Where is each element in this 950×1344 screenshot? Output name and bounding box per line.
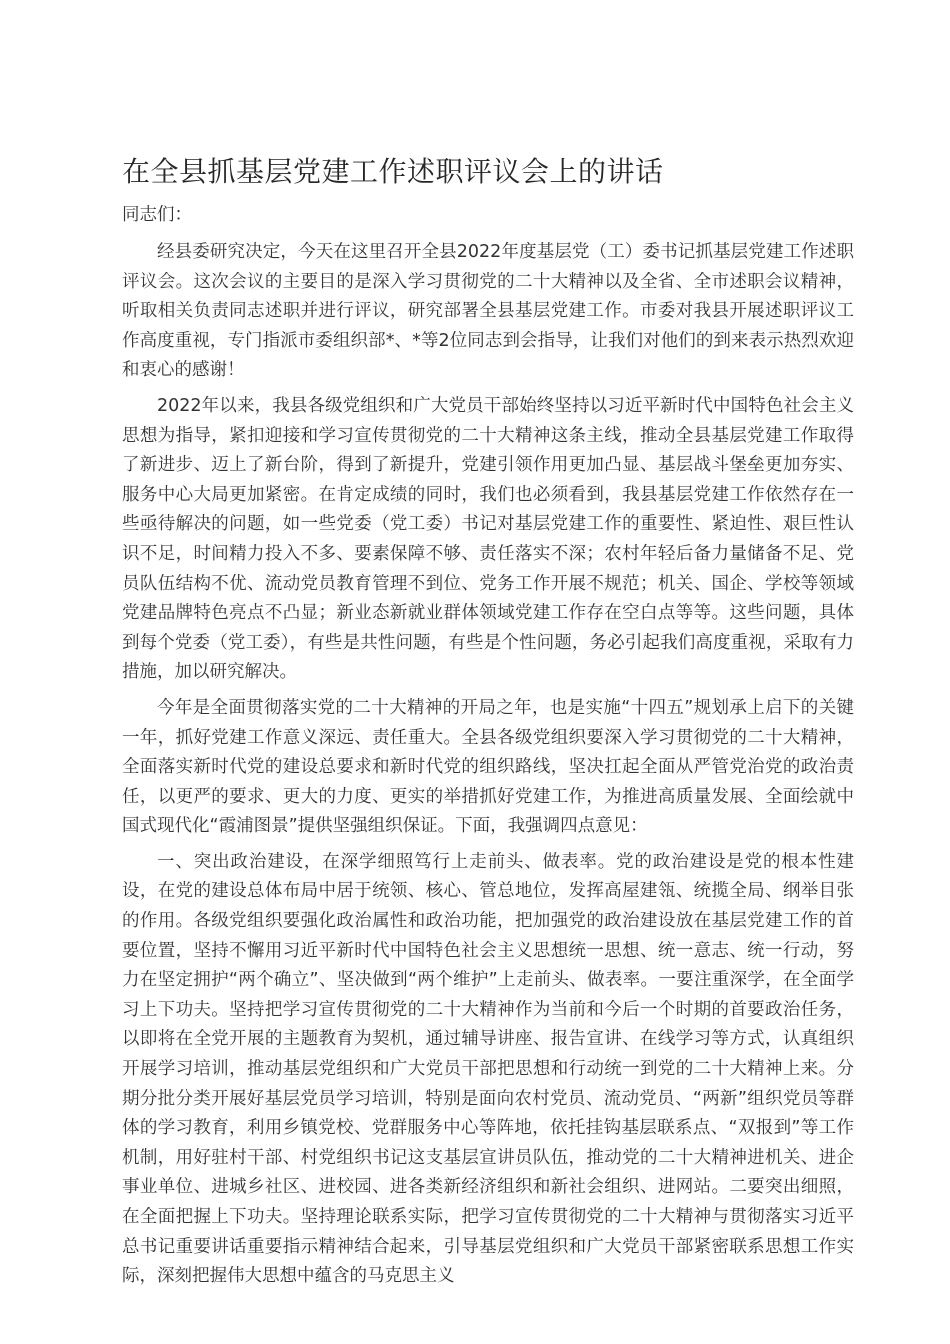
document-title: 在全县抓基层党建工作述职评议会上的讲话 bbox=[122, 155, 664, 188]
paragraph-achievements-problems: 2022年以来，我县各级党组织和广大党员干部始终坚持以习近平新时代中国特色社会主义思想为指导，紧扣迎接和学习宣传贯彻党的二十大精神这条主线，推动全县基层党建工作取得了新进步、迈上了新台阶，得到了新提升，党建引领作用更加凸显、基层战斗堡垒更加夯实、服务中心大局更加紧密。在肯定成绩的同时，我们也必须看到，我县基层党建工作依然存在一些亟待解决的问题，如一些党委（党工委）书记对基层党建工作的重要性、紧迫性、艰巨性认识不足，时间精力投入不多、要素保障不够、责任落实不深；农村年轻后备力量储备不足、党员队伍结构不优、流动党员教育管理不到位、党务工作开展不规范；机关、国企、学校等领域党建品牌特色亮点不凸显；新业态新就业群体领域党建工作存在空白点等等。这些问题，具体到每个党委（党工委），有些是共性问题，有些是个性问题，务必引起我们高度重视，采取有力措施，加以研究解决。 bbox=[122, 395, 854, 683]
paragraph-opening: 经县委研究决定，今天在这里召开全县2022年度基层党（工）委书记抓基层党建工作述职评议会。这次会议的主要目的是深入学习贯彻党的二十大精神以及全省、全市述职会议精神，听取相关负责同志述职并进行评议，研究部署全县基层党建工作。市委对我县开展述职评议工作高度重视，专门指派市委组织部*、*等2位同志到会指导，让我们对他们的到来表示热烈欢迎和衷心的感谢！ bbox=[122, 242, 854, 381]
paragraph-point-one: 一、突出政治建设，在深学细照笃行上走前头、做表率。党的政治建设是党的根本性建设，在党的建设总体布局中居于统领、核心、管总地位，发挥高屋建瓴、统揽全局、纲举目张的作用。各级党组织要强化政治属性和政治功能，把加强党的政治建设放在基层党建工作的首要位置，坚持不懈用习近平新时代中国特色社会主义思想统一思想、统一意志、统一行动，努力在坚定拥护“两个确立”、坚决做到“两个维护”上走前头、做表率。一要注重深学，在全面学习上下功夫。坚持把学习宣传贯彻党的二十大精神作为当前和今后一个时期的首要政治任务，以即将在全党开展的主题教育为契机，通过辅导讲座、报告宣讲、在线学习等方式，认真组织开展学习培训，推动基层党组织和广大党员干部把思想和行动统一到党的二十大精神上来。分期分批分类开展好基层党员学习培训，特别是面向农村党员、流动党员、“两新”组织党员等群体的学习教育，利用乡镇党校、党群服务中心等阵地，依托挂钩基层联系点、“双报到”等工作机制，用好驻村干部、村党组织书记这支基层宣讲员队伍，推动党的二十大精神进机关、进企事业单位、进城乡社区、进校园、进各类新经济组织和新社会组织、进网站。二要突出细照，在全面把握上下功夫。坚持理论联系实际，把学习宣传贯彻党的二十大精神与贯彻落实习近平总书记重要讲话重要指示精神结合起来，引导基层党组织和广大党员干部紧密联系思想工作实际，深刻把握伟大思想中蕴含的马克思主义 bbox=[122, 851, 854, 1287]
paragraph-this-year: 今年是全面贯彻落实党的二十大精神的开局之年，也是实施“十四五”规划承上启下的关键一年，抓好党建工作意义深远、责任重大。全县各级党组织要深入学习贯彻党的二十大精神，全面落实新时代党的建设总要求和新时代党的组织路线，坚决扛起全面从严管党治党的政治责任，以更严的要求、更大的力度、更实的举措抓好党建工作，为推进高质量发展、全面绘就中国式现代化“霞浦图景”提供坚强组织保证。下面，我强调四点意见： bbox=[122, 697, 854, 837]
salutation: 同志们： bbox=[122, 205, 192, 225]
document-page bbox=[122, 150, 854, 1298]
